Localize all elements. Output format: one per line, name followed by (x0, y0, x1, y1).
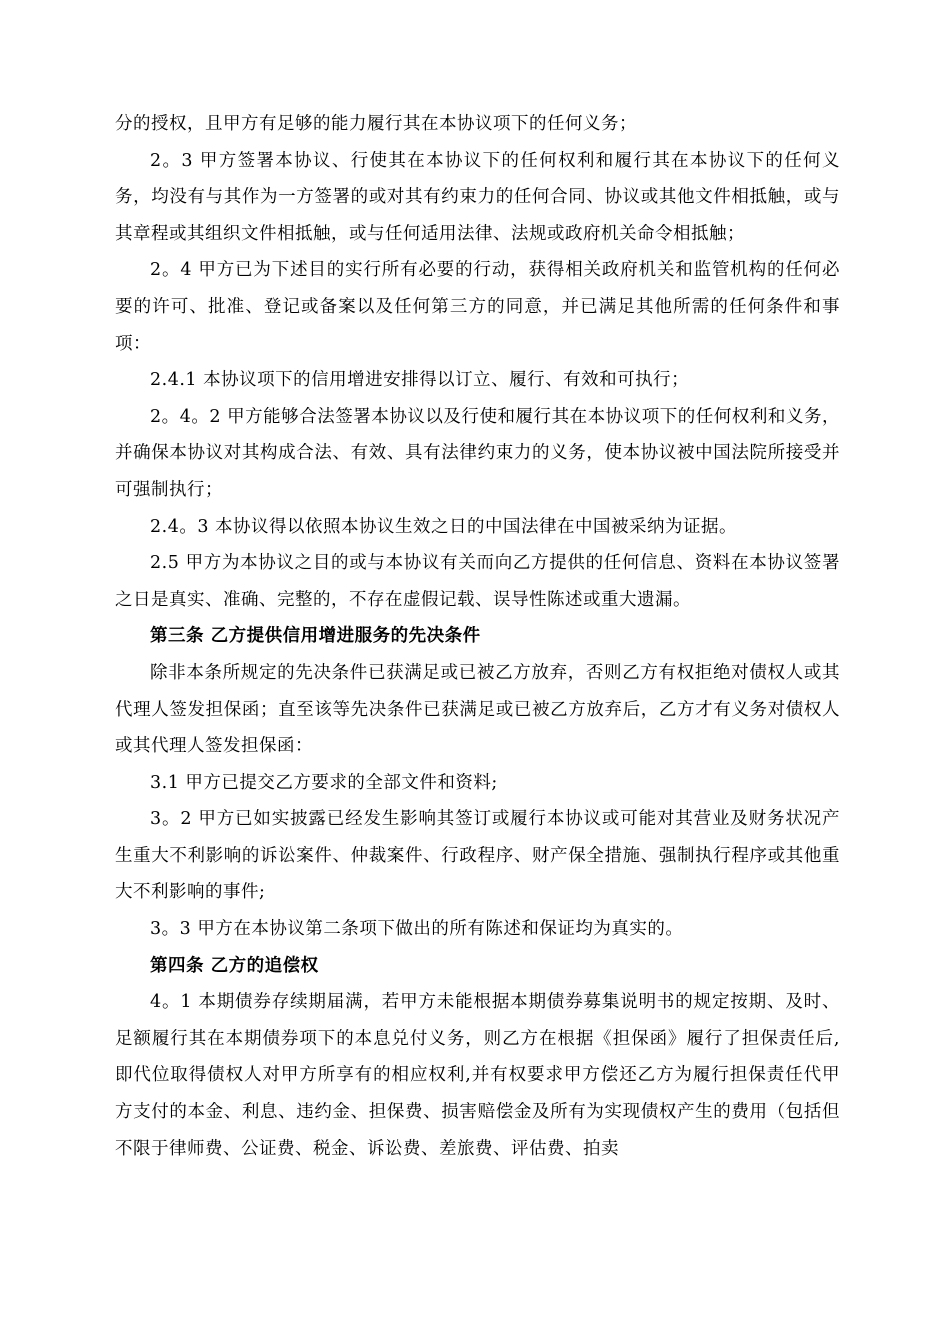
clause-2-4-1: 2.4.1 本协议项下的信用增进安排得以订立、履行、有效和可执行； (150, 370, 690, 391)
clause-3-1: 3.1 甲方已提交乙方要求的全部文件和资料; (150, 772, 498, 793)
clause-2-4: 2。4 甲方已为下述目的实行所有必要的行动，获得相关政府机关和监管机构的任何必要的许可、批准、登记或备案以及任何第三方的同意，并已满足其他所需的任何条件和事项： (115, 260, 840, 354)
article-3-heading: 第三条 乙方提供信用增进服务的先决条件 (150, 626, 481, 647)
clause-3-2: 3。2 甲方已如实披露已经发生影响其签订或履行本协议或可能对其营业及财务状况产生重大不利影响的诉讼案件、仲裁案件、行政程序、财产保全措施、强制执行程序或其他重大不利影响的事件; (115, 809, 840, 903)
article-4-heading: 第四条 乙方的追偿权 (150, 955, 319, 976)
clause-2-5: 2.5 甲方为本协议之目的或与本协议有关而向乙方提供的任何信息、资料在本协议签署之日是真实、准确、完整的，不存在虚假记载、误导性陈述或重大遗漏。 (115, 553, 840, 610)
clause-2-4-3: 2.4。3 本协议得以依照本协议生效之日的中国法律在中国被采纳为证据。 (150, 516, 738, 537)
article-3-intro: 除非本条所规定的先决条件已获满足或已被乙方放弃，否则乙方有权拒绝对债权人或其代理人签发担保函；直至该等先决条件已获满足或已被乙方放弃后，乙方才有义务对债权人或其代理人签发担保函： (115, 662, 840, 757)
clause-2-3: 2。3 甲方签署本协议、行使其在本协议下的任何权利和履行其在本协议下的任何义务，均没有与其作为一方签署的或对其有约束力的任何合同、协议或其他文件相抵触，或与其章程或其组织文件相抵触，或与任何适用法律、法规或政府机关命令相抵触； (115, 150, 840, 244)
document-body (115, 106, 840, 1167)
paragraph: 分的授权，且甲方有足够的能力履行其在本协议项下的任何义务； (115, 114, 637, 134)
clause-4-1: 4。1 本期债券存续期届满，若甲方未能根据本期债券募集说明书的规定按期、及时、足额履行其在本期债券项下的本息兑付义务，则乙方在根据《担保函》履行了担保责任后,即代位取得债权人对甲方所享有的相应权利,并有权要求甲方偿还乙方为履行担保责任代甲方支付的本金、利息、违约金、担保费、损害赔偿金及所有为实现债权产生的费用（包括但不限于律师费、公证费、税金、诉讼费、差旅费、评估费、拍卖 (115, 992, 840, 1159)
clause-3-3: 3。3 甲方在本协议第二条项下做出的所有陈述和保证均为真实的。 (150, 919, 684, 940)
clause-2-4-2: 2。4。2 甲方能够合法签署本协议以及行使和履行其在本协议项下的任何权利和义务，并确保本协议对其构成合法、有效、具有法律约束力的义务，使本协议被中国法院所接受并可强制执行； (115, 406, 840, 500)
